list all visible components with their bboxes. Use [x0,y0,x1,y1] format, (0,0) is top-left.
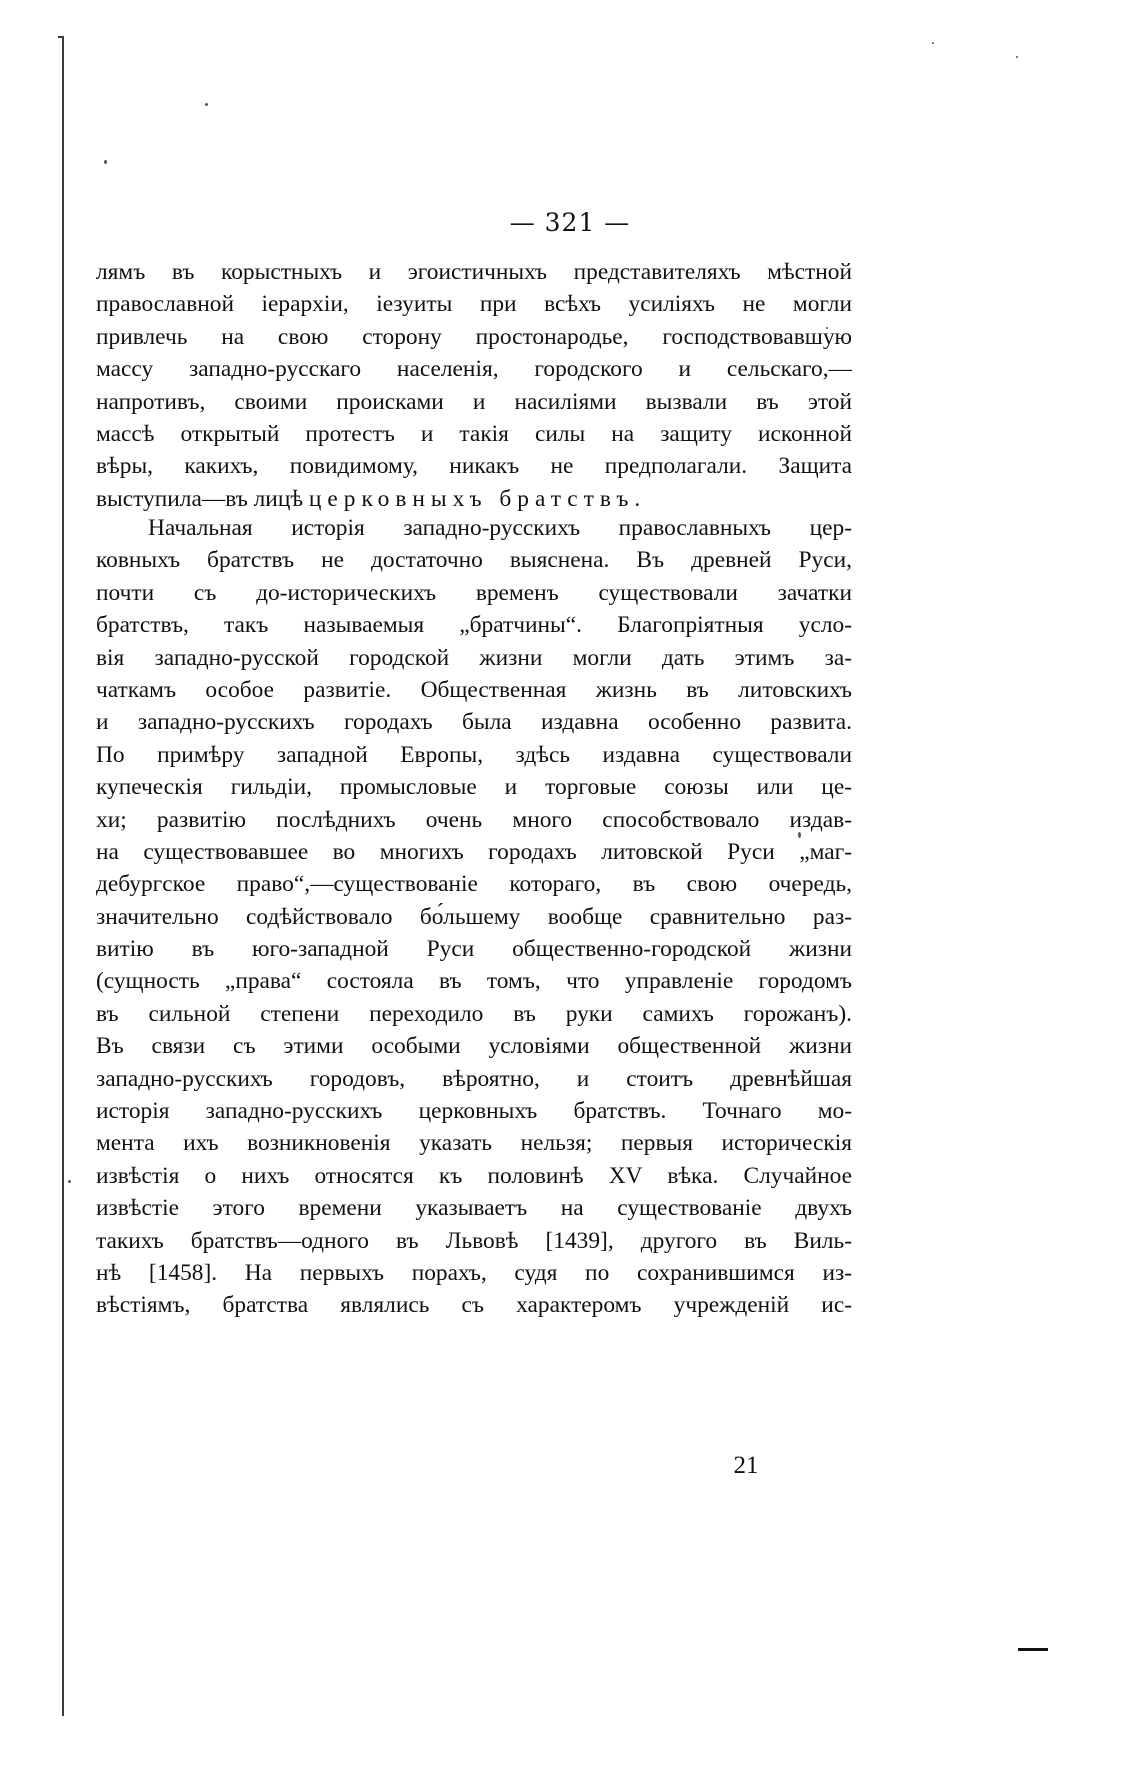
text-line: массѣ открытый протестъ и такія силы на защиту исконной [96,420,852,447]
spaced-emphasis: церковныхъ братствъ. [308,485,647,512]
text-line: витію въ юго-западной Руси общественно-городской жизни [96,936,852,963]
scan-speck [68,1180,71,1183]
scan-edge-corner [58,36,64,56]
text-line: хи; развитію послѣднихъ очень много способствовало издав- [96,806,852,833]
text-line-last [96,483,852,515]
scan-speck [932,42,934,44]
text-line: (сущность „права“ состояла въ томъ, что управленіе городомъ [96,968,852,995]
text-line: По примѣру западной Европы, здѣсь издавна существовали [96,741,852,768]
paragraph-1 [96,256,852,515]
text-line: значительно содѣйствовало бо́льшему вообще сравнительно раз- [96,903,852,930]
scan-speck [104,160,107,164]
text-line: въ сильной степени переходило въ руки самихъ горожанъ). [96,1000,852,1027]
text-line: напротивъ, своими происками и насиліями вызвали въ этой [96,388,852,415]
text-line: ковныхъ братствъ не достаточно выяснена. Въ древней Руси, [96,547,852,574]
text-line: лямъ въ корыстныхъ и эгоистичныхъ представителяхъ мѣстной [96,259,852,285]
scan-speck [1016,56,1018,58]
text-line: массу западно-русскаго населенія, городского и сельскаго,— [96,356,852,383]
text-line: западно-русскихъ городовъ, вѣроятно, и стоитъ древнѣйшая [96,1065,852,1092]
scan-edge-line [62,36,64,1716]
printer-signature-number: 21 [733,1452,759,1479]
text-line: купеческія гильдіи, промысловые и торговые союзы или це- [96,774,852,801]
text-line: вѣстіямъ, братства являлись съ характеромъ учрежденій ис- [96,1292,852,1319]
text-line: исторія западно-русскихъ церковныхъ братствъ. Точнаго мо- [96,1098,852,1125]
text-line: такихъ братствъ—одного въ Львовѣ [1439], другого въ Виль- [96,1227,852,1254]
text-line: братствъ, такъ называемыя „братчины“. Благопріятныя усло- [96,612,852,639]
page-number-header: — 321 — [509,208,631,237]
text-line: извѣстіе этого времени указываетъ на существованіе двухъ [96,1195,852,1222]
text-line: нѣ [1458]. На первыхъ порахъ, судя по сохранившимся из- [96,1259,852,1286]
text-line: дебургское право“,—существованіе котораго, въ свою очередь, [96,871,852,898]
text-line: вія западно-русской городской жизни могли дать этимъ за- [96,644,852,671]
text-line: на существовавшее во многихъ городахъ литовской Руси „маг- [96,838,852,865]
scan-speck [205,103,208,106]
paragraph-2 [96,512,852,1322]
text-line-prefix: выступила—въ лицѣ [96,485,309,512]
text-line: православной іерархіи, іезуиты при всѣхъ усиліяхъ не могли [96,291,852,318]
text-line: почти съ до-историческихъ временъ существовали зачатки [96,579,852,606]
edge-mark [1018,1648,1048,1651]
text-line: Въ связи съ этими особыми условіями общественной жизни [96,1033,852,1060]
text-line: чаткамъ особое развитіе. Общественная жизнь въ литовскихъ [96,676,852,703]
text-line: и западно-русскихъ городахъ была издавна особенно развита. [96,709,852,736]
text-line: извѣстія о нихъ относятся къ половинѣ XV вѣка. Случайное [96,1162,852,1189]
text-line: вѣры, какихъ, повидимому, никакъ не предполагали. Защита [96,453,852,480]
text-line: привлечь на свою сторону простонародье, господствовавшую [96,323,852,350]
text-line: Начальная исторія западно-русскихъ православныхъ цер- [148,515,852,541]
text-line: мента ихъ возникновенія указать нельзя; первыя историческія [96,1130,852,1157]
